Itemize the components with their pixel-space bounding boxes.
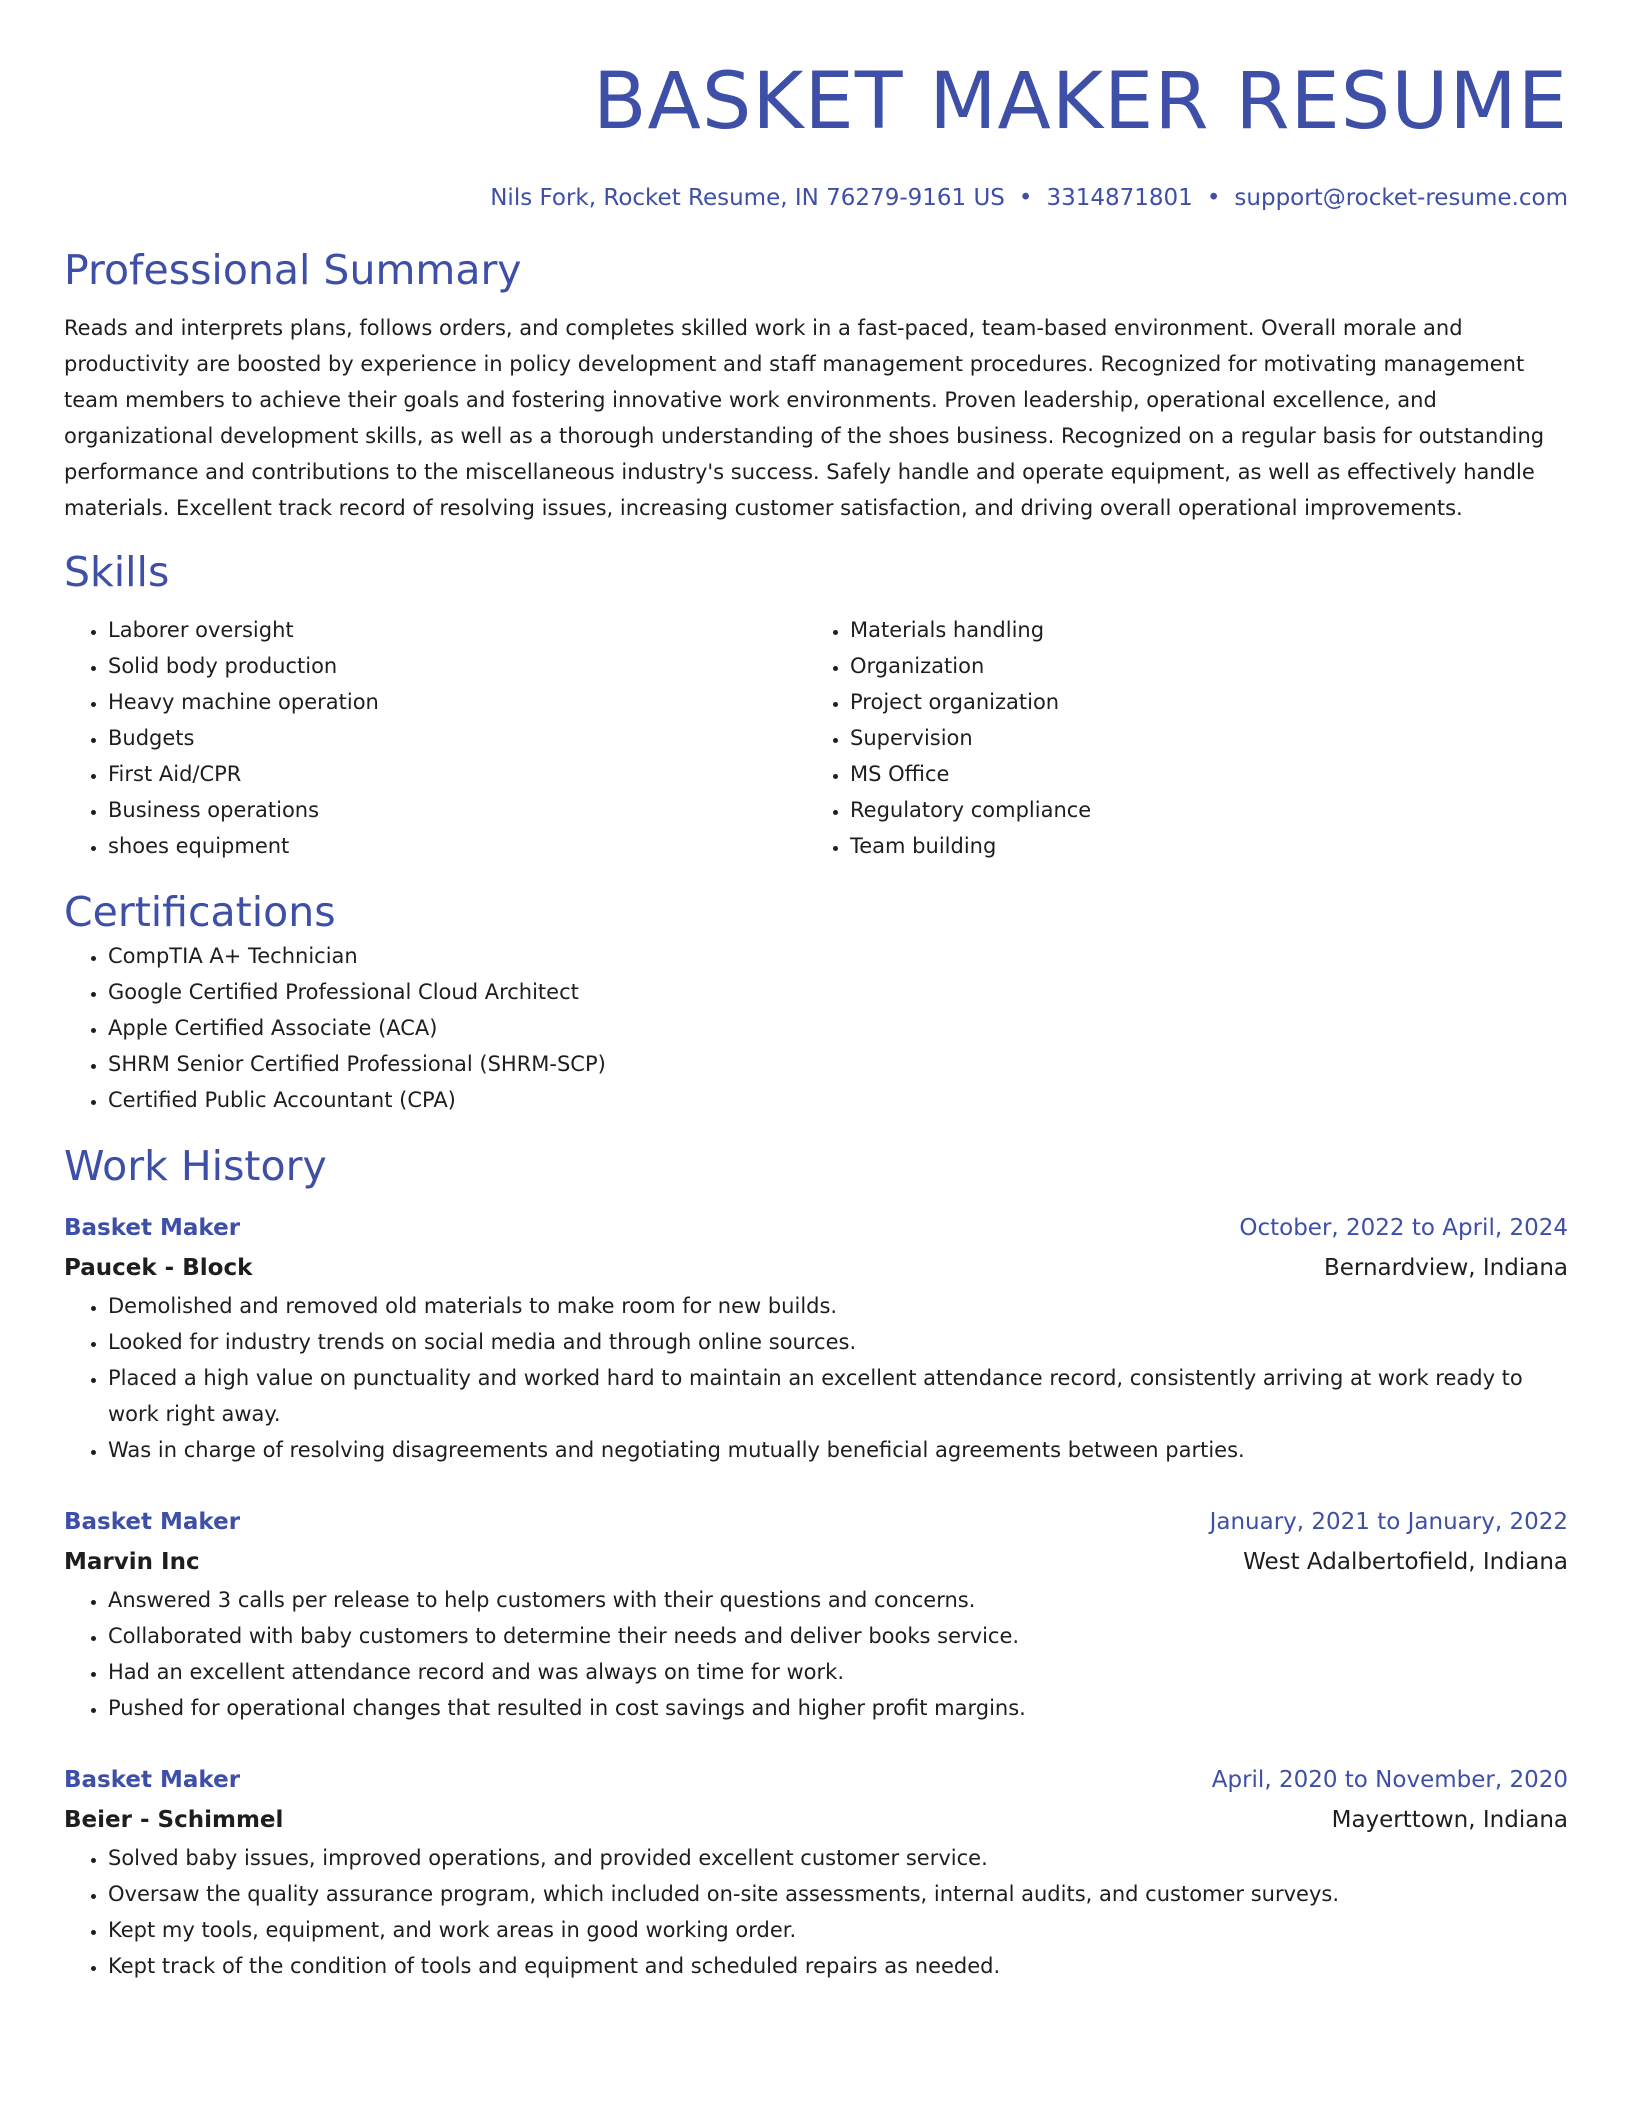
job-title: Basket Maker [64,1767,241,1793]
certification-item: • Apple Certified Associate (ACA) [108,1010,1568,1046]
skill-item: • Heavy machine operation [108,684,806,720]
job-bullet: • Pushed for operational changes that resulted in cost savings and higher profit margins. [108,1690,1568,1726]
contact-separator: • [1018,185,1033,211]
job-bullet: • Demolished and removed old materials to make room for new builds. [108,1288,1568,1324]
skill-item: • Materials handling [850,612,1568,648]
skills-section [64,546,1568,864]
skill-item: • Solid body production [108,648,806,684]
skills-list-right [806,612,1568,864]
summary-heading: Professional Summary [64,246,522,294]
skill-item: • MS Office [850,756,1568,792]
certifications-list [64,938,1568,1118]
job-location: West Adalbertofield, Indiana [1243,1549,1568,1575]
certifications-section [64,886,1568,1118]
contact-address: Nils Fork, Rocket Resume, IN 76279-9161 US [490,185,1005,211]
job-company-row [64,1800,1568,1840]
skills-heading: Skills [64,548,170,596]
job-bullets [64,1288,1568,1468]
certification-item: • SHRM Senior Certified Professional (SHRM-SCP) [108,1046,1568,1082]
skill-item: • Business operations [108,792,806,828]
job-location: Bernardview, Indiana [1323,1255,1568,1281]
summary-text: Reads and interprets plans, follows orders, and completes skilled work in a fast-paced, team-based environment. Overall morale and productivity are boosted by experience in policy development and staff management procedures. Recognized for motivating management team members to achieve their goals and fostering innovative work environments. Proven leadership, operational excellence, and organizational development skills, as well as a thorough understanding of the shoes business. Recognized on a regular basis for outstanding performance and contributions to the miscellaneous industry's success. Safely handle and operate equipment, as well as effectively handle materials. Excellent track record of resolving issues, increasing customer satisfaction, and driving overall operational improvements. [64,316,1545,520]
certification-item: • Google Certified Professional Cloud Architect [108,974,1568,1010]
certifications-heading: Certifications [64,888,336,936]
skill-item: • Project organization [850,684,1568,720]
certification-item: • Certified Public Accountant (CPA) [108,1082,1568,1118]
job-company: Beier - Schimmel [64,1807,284,1833]
job-entry [64,1502,1568,1726]
job-bullet: • Kept track of the condition of tools and equipment and scheduled repairs as needed. [108,1948,1568,1984]
contact-separator: • [1206,185,1221,211]
certification-item: • CompTIA A+ Technician [108,938,1568,974]
job-bullet: • Collaborated with baby customers to determine their needs and deliver books service. [108,1618,1568,1654]
job-dates: April, 2020 to November, 2020 [1211,1767,1568,1793]
job-dates: January, 2021 to January, 2022 [1209,1509,1568,1535]
skill-item: • Team building [850,828,1568,864]
skill-item: • Regulatory compliance [850,792,1568,828]
job-bullets [64,1840,1568,1984]
job-header-row [64,1208,1568,1248]
job-entry [64,1208,1568,1468]
skill-item: • Laborer oversight [108,612,806,648]
skills-grid [64,612,1568,864]
summary-section [64,244,1568,526]
skill-item: • shoes equipment [108,828,806,864]
job-header-row [64,1760,1568,1800]
job-bullet: • Looked for industry trends on social media and through online sources. [108,1324,1568,1360]
job-company: Paucek - Block [64,1255,253,1281]
job-bullets [64,1582,1568,1726]
job-title: Basket Maker [64,1509,241,1535]
contact-phone: 3314871801 [1046,185,1193,211]
page-title: BASKET MAKER RESUME [593,57,1568,147]
job-bullet: • Placed a high value on punctuality and worked hard to maintain an excellent attendance record, consistently arriving at work ready to work right away. [108,1360,1568,1432]
job-location: Mayerttown, Indiana [1331,1807,1568,1833]
job-bullet: • Was in charge of resolving disagreements and negotiating mutually beneficial agreements between parties. [108,1432,1568,1468]
skill-item: • First Aid/CPR [108,756,806,792]
job-bullet: • Answered 3 calls per release to help customers with their questions and concerns. [108,1582,1568,1618]
job-company: Marvin Inc [64,1549,200,1575]
job-title: Basket Maker [64,1215,241,1241]
skills-list-left [64,612,806,864]
work-history-section [64,1140,1568,1984]
job-dates: October, 2022 to April, 2024 [1239,1215,1568,1241]
contact-email: support@rocket-resume.com [1234,185,1568,211]
job-entry [64,1760,1568,1984]
skill-item: • Organization [850,648,1568,684]
job-bullet: • Oversaw the quality assurance program, which included on-site assessments, internal audits, and customer surveys. [108,1876,1568,1912]
job-header-row [64,1502,1568,1542]
skill-item: • Budgets [108,720,806,756]
job-bullet: • Kept my tools, equipment, and work areas in good working order. [108,1912,1568,1948]
work-history-heading: Work History [64,1142,327,1190]
job-bullet: • Had an excellent attendance record and was always on time for work. [108,1654,1568,1690]
job-company-row [64,1542,1568,1582]
skill-item: • Supervision [850,720,1568,756]
contact-line [64,182,1568,214]
job-bullet: • Solved baby issues, improved operations, and provided excellent customer service. [108,1840,1568,1876]
job-company-row [64,1248,1568,1288]
